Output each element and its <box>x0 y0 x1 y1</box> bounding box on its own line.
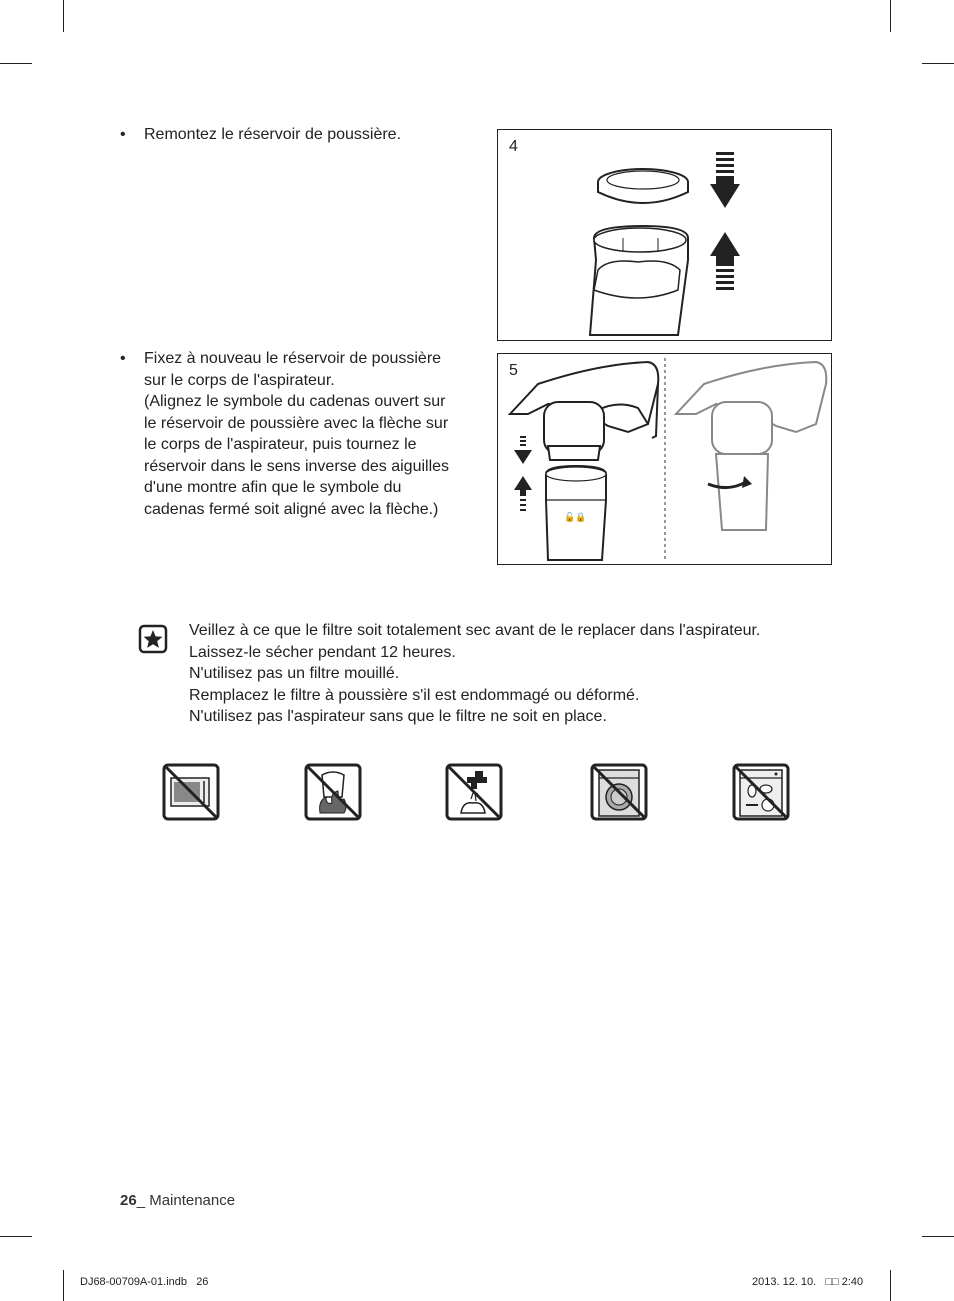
figure-number: 5 <box>509 362 518 379</box>
crop-mark <box>63 1270 64 1301</box>
note-text <box>189 620 760 728</box>
step5-line: d'une montre afin que le symbole du <box>144 479 402 496</box>
crop-mark <box>63 0 64 32</box>
bullet: • <box>120 126 126 143</box>
dust-tank-illustration <box>590 226 688 335</box>
no-washing-machine-icon <box>590 763 648 821</box>
step5-line: le corps de l'aspirateur, puis tournez le <box>144 436 417 453</box>
note-line: Remplacez le filtre à poussière s'il est endommagé ou déformé. <box>189 686 640 704</box>
note-line: Laissez-le sécher pendant 12 heures. <box>189 643 456 661</box>
print-slug-file: DJ68-00709A-01.indb 26 <box>80 1276 209 1288</box>
crop-mark <box>922 1236 954 1237</box>
arrow-up-icon <box>710 232 740 290</box>
vacuum-body-illustration <box>510 362 658 460</box>
no-tap-water-icon <box>445 763 503 821</box>
note-line: Veillez à ce que le filtre soit totalement sec avant de le replacer dans l'aspirateur. <box>189 622 761 639</box>
page-footer <box>120 1192 235 1209</box>
dust-tank-attach-illustration <box>498 354 831 564</box>
figure-number: 4 <box>509 138 518 155</box>
step5-line: le réservoir de poussière avec la flèche sur <box>144 414 449 432</box>
dust-tank-reassembly-illustration <box>498 130 831 340</box>
crop-mark <box>890 1270 891 1301</box>
note-line: N'utilisez pas l'aspirateur sans que le filtre ne soit en place. <box>189 708 607 725</box>
step5-line: (Alignez le symbole du cadenas ouvert sur <box>144 393 446 410</box>
arrow-down-icon <box>710 152 740 208</box>
no-fire-icon <box>304 763 362 821</box>
bullet: • <box>120 350 126 367</box>
filter-lid-illustration <box>598 169 688 203</box>
step5-line: sur le corps de l'aspirateur. <box>144 371 335 389</box>
arrow-up-icon <box>514 476 532 511</box>
crop-mark <box>922 63 954 64</box>
step4-text: Remontez le réservoir de poussière. <box>144 126 402 143</box>
figure-4 <box>497 129 832 341</box>
section-name: _ Maintenance <box>136 1192 236 1209</box>
print-slug-date: 2013. 12. 10. □□ 2:40 <box>752 1276 864 1288</box>
figure-5 <box>497 353 832 565</box>
star-note-icon <box>138 624 168 654</box>
vacuum-assembled-illustration <box>676 362 826 530</box>
step5-line: Fixez à nouveau le réservoir de poussière <box>144 350 442 367</box>
no-microwave-icon <box>162 763 220 821</box>
note-line: N'utilisez pas un filtre mouillé. <box>189 665 400 682</box>
no-dishwasher-icon <box>732 763 790 821</box>
arrow-down-icon <box>514 436 532 464</box>
step5-line: réservoir dans le sens inverse des aiguilles <box>144 457 450 475</box>
lock-symbols: 🔓🔒 <box>564 513 587 523</box>
crop-mark <box>0 1236 32 1237</box>
page-number: 26 <box>120 1192 137 1209</box>
crop-mark <box>0 63 32 64</box>
step5-line: cadenas fermé soit aligné avec la flèche.) <box>144 500 439 518</box>
crop-mark <box>890 0 891 32</box>
